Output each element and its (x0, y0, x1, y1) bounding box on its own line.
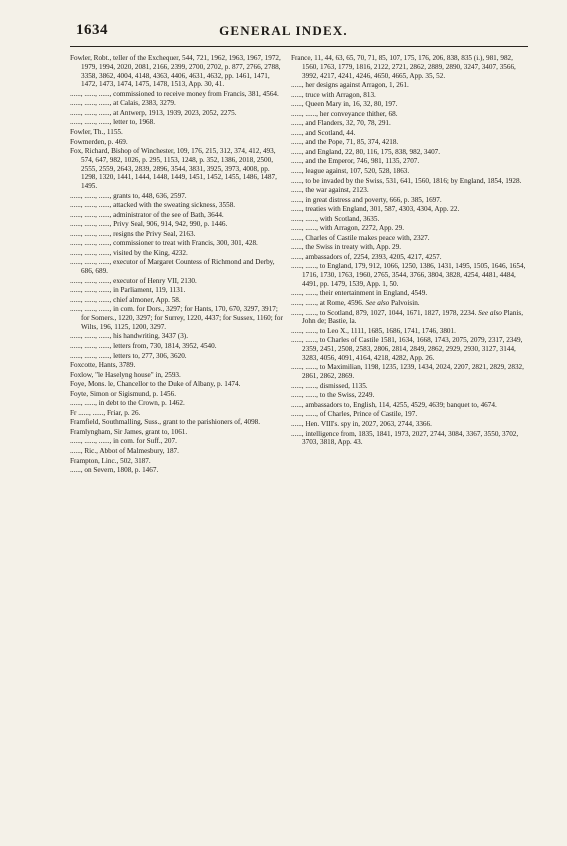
index-entry: ......, ......, ......, resigns the Privy Seal, 2163. (70, 229, 196, 238)
index-entry: ......, truce with Arragon, 813. (291, 90, 376, 99)
index-entry: ......, ......, ......, letters to, 277, 306, 3620. (70, 351, 187, 360)
index-entry: Fowler, Th., 1155. (70, 127, 123, 136)
index-entry: Foxcotte, Hants, 3789. (70, 361, 136, 370)
index-entry: ......, ......, at Rome, 4596. See also Palvoisin. (291, 299, 420, 308)
index-entry: Fowler, Robt., teller of the Exchequer, 544, 721, 1962, 1963, 1967, 1972, 1979, 1994, 2020, 2081, 2166, 2399, 2700, 2702, p. 877, 2766, 2788, 3358, 3862, 4004, 4148, 4363, 4406, 4631, 4632, pp. 1461, 1471, 1472, 1473, 1474, 1475, 1478, 1513, App. 30, 41. (70, 54, 281, 89)
page-number: 1634 (76, 22, 108, 38)
index-entry: ......, ......, to Charles of Castile 1581, 1634, 1668, 1743, 2075, 2079, 2317, 2349, 2359, 2451, 2508, 2583, 2806, 2814, 2849, 2862, 2929, 2930, 3127, 3144, 3283, 4056, 4091, 4164, 4218, 4282, App. 26. (291, 336, 523, 362)
index-entry: ......, ......, her conveyance thither, 68. (291, 109, 398, 118)
index-entry: ......, and Flanders, 32, 70, 78, 291. (291, 119, 391, 128)
index-entry: Foyte, Simon or Sigismund, p. 1456. (70, 389, 177, 398)
index-entry: ......, her designs against Arragon, 1, 261. (291, 81, 409, 90)
page-header (0, 22, 567, 42)
header-rule (70, 46, 528, 47)
index-entry: Fox, Richard, Bishop of Winchester, 109, 176, 215, 312, 374, 412, 493, 574, 647, 982, 1026, p. 295, 1153, 1248, p. 352, 1386, 2018, 2500, 2555, 2559, 2643, 2839, 2896, 3544, 3831, 3925, 3973, 4008, pp. 1298, 1320, 1441, 1444, 1448, 1449, 1451, 1452, 1455, 1486, 1487, 1495. (70, 147, 277, 191)
index-entry: ......, ......, their entertainment in England, 4549. (291, 289, 428, 298)
index-entry: ......, league against, 107, 520, 528, 1863. (291, 166, 410, 175)
index-entry: ......, ......, ......, executor of Henry VII, 2130. (70, 276, 197, 285)
index-entry: ......, ......, with Arragon, 2272, App. 29. (291, 224, 404, 233)
index-entry: ......, the war against, 2123. (291, 186, 369, 195)
index-entry: ......, ......, ......, letter to, 1968. (70, 118, 156, 127)
index-entry: ......, ......, ......, at Antwerp, 1913, 1939, 2023, 2052, 2275. (70, 108, 237, 117)
index-entry: ......, ......, to Maximilian, 1198, 1235, 1239, 1434, 2024, 2207, 2821, 2829, 2832, 2861, 2862, 2869. (291, 363, 524, 381)
index-entry: ......, ......, ......, in Parliament, 119, 1131. (70, 286, 186, 295)
index-entry: ......, treaties with England, 301, 587, 4303, 4304, App. 22. (291, 205, 460, 214)
index-entry: ......, ......, ......, commissioned to receive money from Francis, 381, 4564. (70, 89, 279, 98)
index-entry: Foye, Mons. le, Chancellor to the Duke of Albany, p. 1474. (70, 380, 241, 389)
index-entry: ......, ......, ......, grants to, 448, 636, 2597. (70, 191, 187, 200)
index-entry: ......, Hen. VIII's. spy in, 2027, 2063, 2744, 3366. (291, 419, 432, 428)
index-entry: ......, ......, to Leo X., 1111, 1685, 1686, 1741, 1746, 3801. (291, 326, 456, 335)
index-entry: ......, Charles of Castile makes peace with, 2327. (291, 233, 430, 242)
index-entry: ......, and England, 22, 80, 116, 175, 838, 982, 3407. (291, 147, 441, 156)
index-entry: ......, and Scotland, 44. (291, 128, 356, 137)
index-entry: ......, ......, ......, executor of Margaret Countess of Richmond and Derby, 686, 689. (70, 258, 275, 276)
index-entry: ......, ......, ......, administrator of the see of Bath, 3644. (70, 210, 224, 219)
index-entry: Fr ......, ......, Friar, p. 26. (70, 408, 141, 417)
index-entry: ......, ......, ......, attacked with the sweating sickness, 3558. (70, 201, 236, 210)
index-entry: ......, ......, dismissed, 1135. (291, 381, 368, 390)
index-entry: ......, Ric., Abbot of Malmesbury, 187. (70, 447, 179, 455)
index-entry: ......, Queen Mary in, 16, 32, 80, 197. (291, 100, 398, 109)
index-entry: Framfield, Southmalling, Suss., grant to the parishioners of, 4098. (70, 418, 261, 427)
index-entry: ......, ......, to England, 179, 912, 1066, 1250, 1386, 1431, 1495, 1505, 1646, 1654, 1716, 1730, 1763, 1960, 2765, 3544, 3766, 3804, 3828, 4254, 4481, 4484, 4491, pp. 1479, 1539, App. 1, 50. (291, 262, 526, 288)
index-entry: France, 11, 44, 63, 65, 70, 71, 85, 107, 175, 176, 206, 838, 835 (i.), 981, 982, 1560, 1763, 1779, 1816, 2122, 2721, 2862, 2889, 2890, 3247, 3407, 3566, 3992, 4217, 4241, 4246, 4650, 4665, App. 35, 52. (291, 54, 516, 80)
index-entry: ......, ambassadors to, English, 114, 4255, 4529, 4639; banquet to, 4674. (291, 400, 497, 409)
index-entry: Framlyngham, Sir James, grant to, 1061. (70, 427, 188, 436)
index-entry: ......, ......, to Scotland, 879, 1027, 1044, 1671, 1827, 1978, 2234. See also Planis, John de; Bastie, la. (291, 308, 524, 326)
index-entry: Frampton, Linc., 502, 3187. (70, 456, 151, 465)
index-entry: Fowmerden, p. 469. (70, 137, 128, 146)
index-entry: ......, ......, ......, Privy Seal, 906, 914, 942, 990, p. 1446. (70, 220, 228, 229)
index-entry: ......, and the Pope, 71, 85, 374, 4218. (291, 138, 399, 147)
index-entry: Foxlow, "le Haselyng house" in, 2593. (70, 370, 181, 379)
index-entry: ......, to be invaded by the Swiss, 531, 641, 1560, 1816; by England, 1854, 1928. (291, 176, 522, 185)
index-entry: ......, ......, in debt to the Crown, p. 1462. (70, 399, 185, 408)
index-entry: ......, in great distress and poverty, 666, p. 385, 1697. (291, 195, 442, 204)
index-entry: ......, ......, ......, in com. for Dors., 3297; for Hants, 170, 670, 3297, 3917; for Somers., 1220, 3297; for Surrey, 1220, 4437; for Sussex, 1160; for Wilts, 196, 1125, 1200, 3297. (70, 305, 283, 331)
index-entry: ......, intelligence from, 1835, 1841, 1973, 2027, 2744, 3084, 3367, 3550, 3702, 3703, 3818, App. 43. (291, 429, 519, 447)
running-title: GENERAL INDEX. (219, 23, 348, 38)
index-entry: ......, ......, of Charles, Prince of Castile, 197. (291, 410, 418, 419)
left-column (70, 54, 283, 476)
index-entry: ......, ......, with Scotland, 3635. (291, 214, 380, 223)
index-entry: ......, ......, to the Swiss, 2249. (291, 391, 375, 400)
index-entry: ......, ......, ......, commissioner to treat with Francis, 300, 301, 428. (70, 239, 258, 248)
index-entry: ......, ......, ......, at Calais, 2383, 3279. (70, 99, 176, 108)
index-entry: ......, ambassadors of, 2254, 2393, 4205, 4217, 4257. (291, 252, 442, 261)
index-entry: ......, on Severn, 1808, p. 1467. (70, 466, 159, 475)
index-entry: ......, ......, ......, visited by the King, 4232. (70, 248, 188, 257)
right-column (291, 54, 527, 448)
index-entry: ......, ......, ......, letters from, 730, 1814, 3952, 4540. (70, 341, 217, 350)
index-entry: ......, ......, ......, his handwriting, 3437 (3). (70, 332, 188, 341)
index-entry: ......, ......, ......, in com. for Suff., 207. (70, 437, 177, 446)
index-entry: ......, the Swiss in treaty with, App. 29. (291, 243, 402, 252)
index-entry: ......, and the Emperor, 746, 981, 1135, 2707. (291, 157, 420, 166)
index-entry: ......, ......, ......, chief almoner, App. 58. (70, 295, 181, 304)
